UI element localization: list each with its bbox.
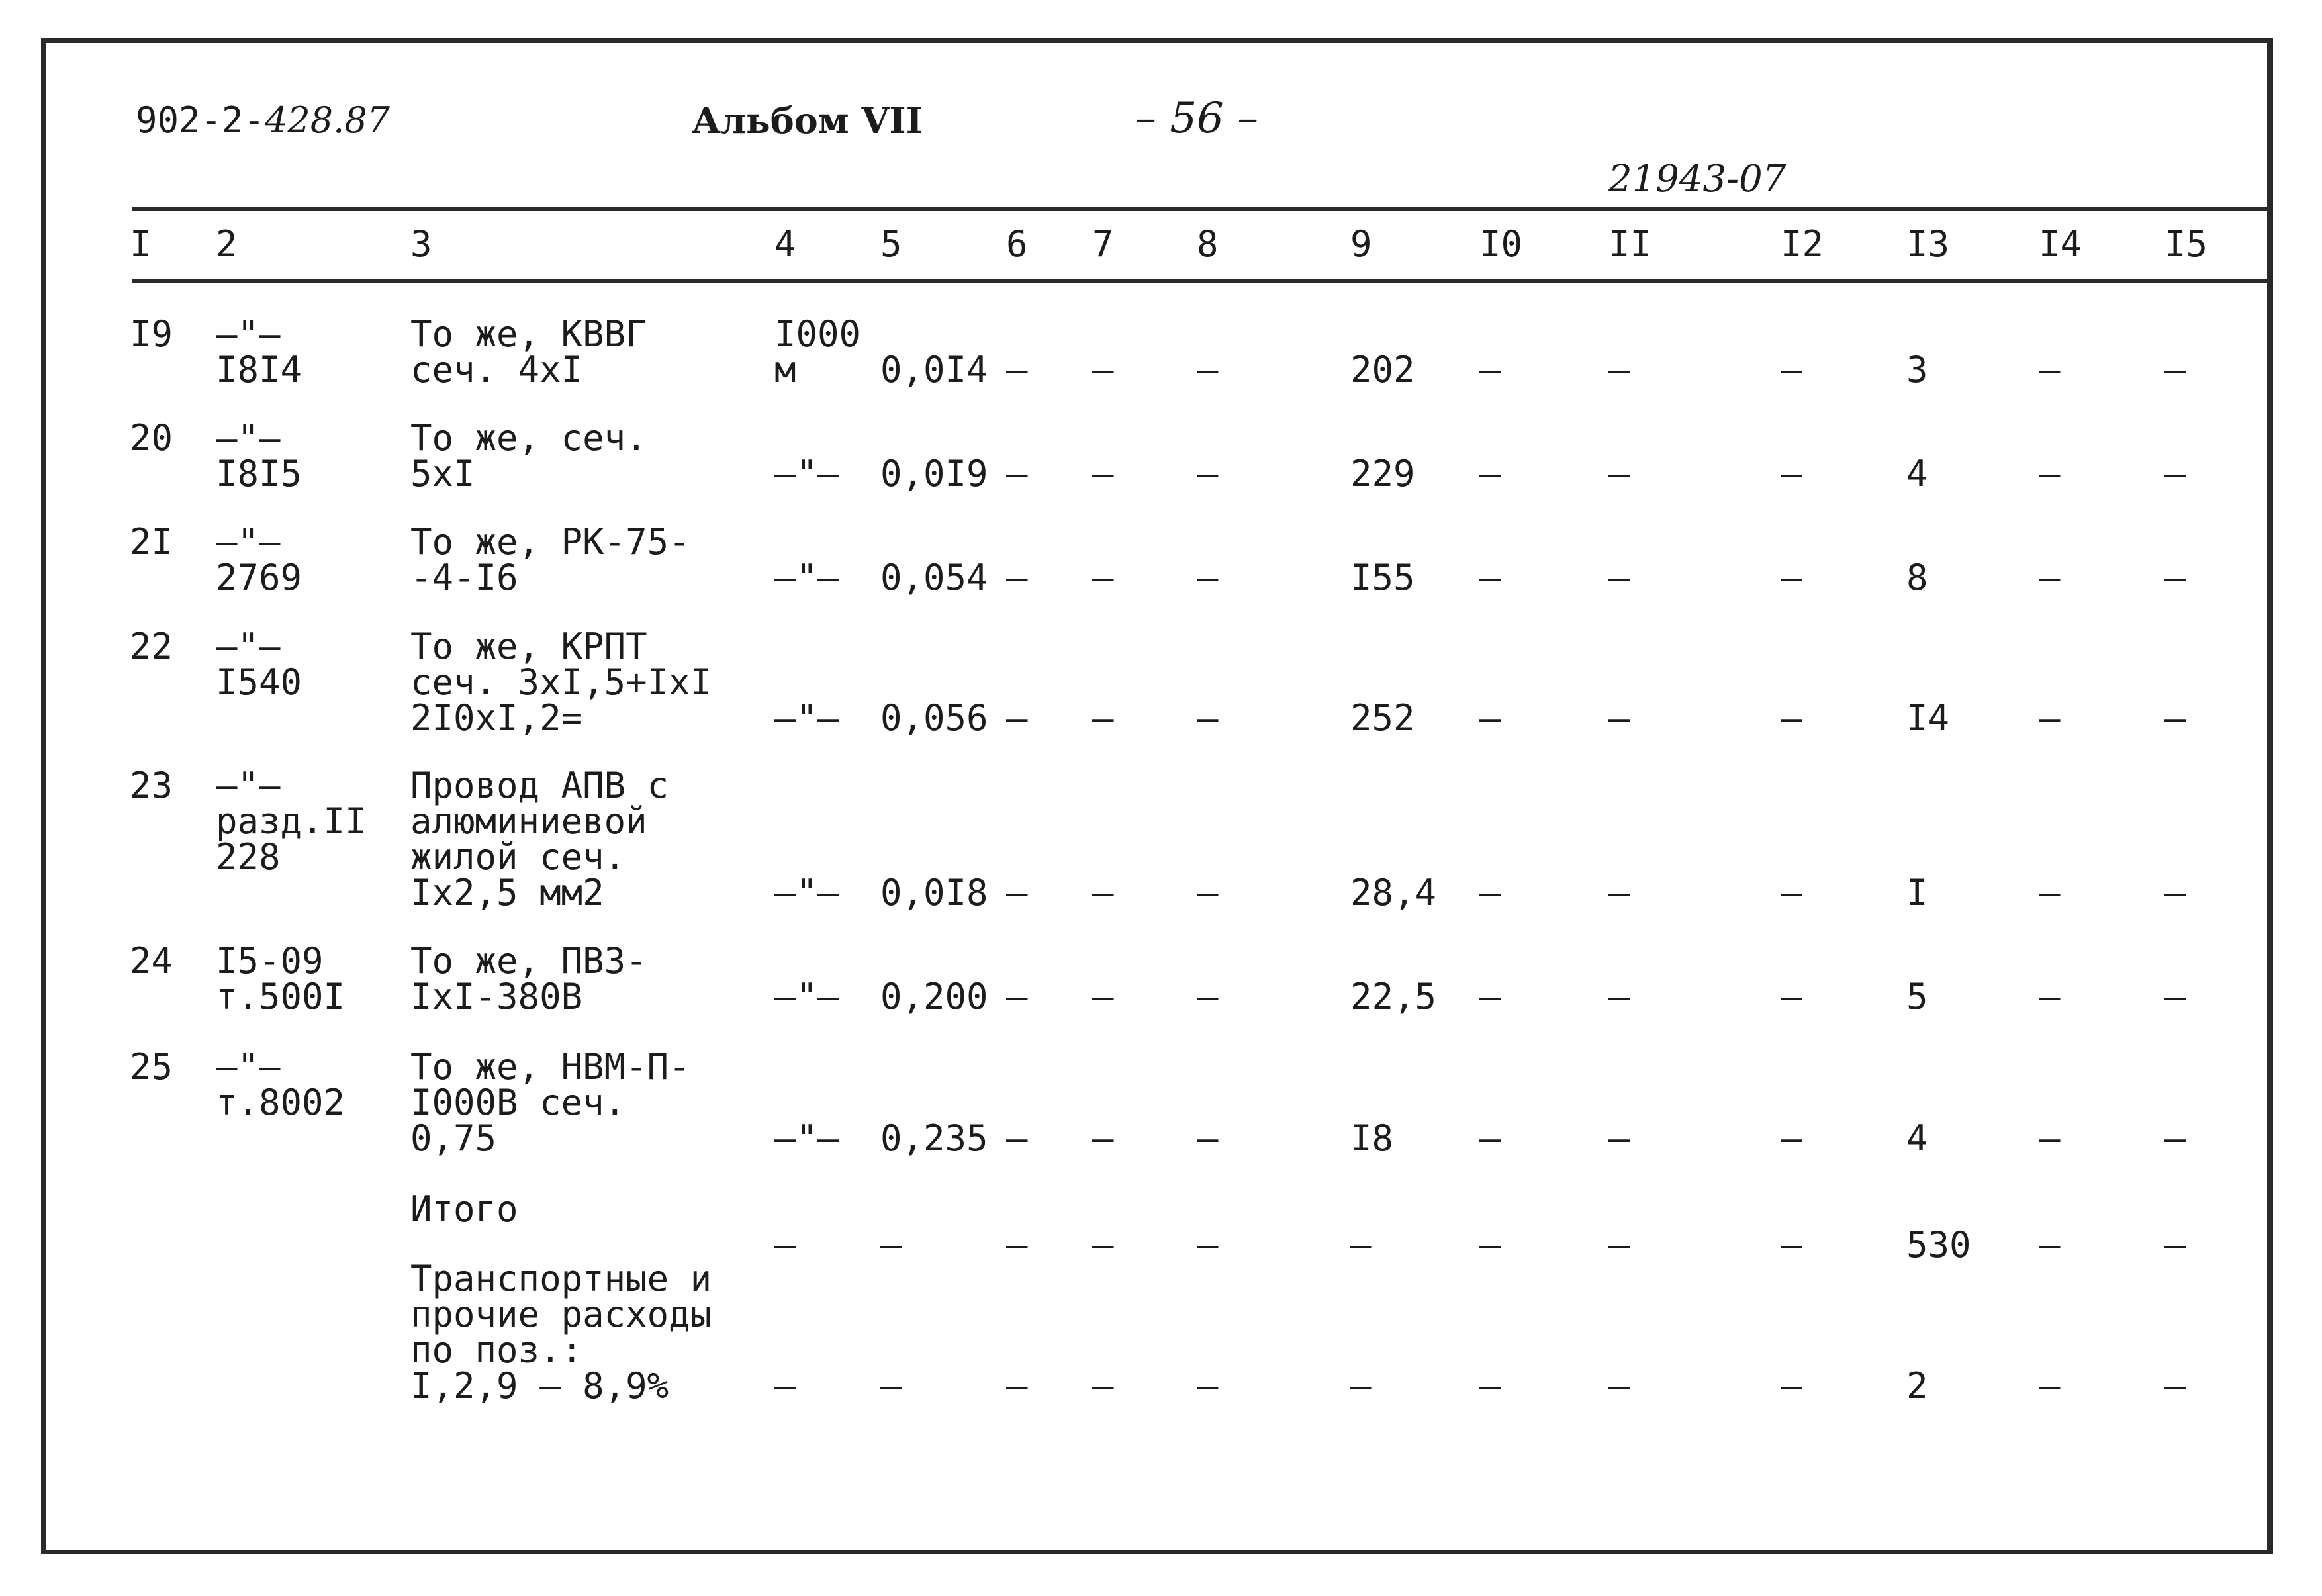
- cell-col-12: –: [1781, 976, 1802, 1017]
- cell-col-2: –"– I8I5: [216, 417, 302, 494]
- cell-col-13: 3: [1906, 349, 1928, 391]
- cell-col-4: –: [774, 1365, 796, 1407]
- cell-col-15: –: [2164, 1224, 2186, 1266]
- cell-col-14: –: [2039, 557, 2061, 598]
- cell-col-9: –: [1350, 1365, 1372, 1407]
- cell-col-12: –: [1781, 1117, 1802, 1159]
- cell-col-8: –: [1197, 872, 1219, 914]
- cell-col-3: Итого: [410, 1188, 518, 1230]
- cell-col-2: –"– 2769: [216, 521, 302, 598]
- cell-col-3: То же, КРПТ сеч. 3хI,5+IхI 2I0хI,2=: [410, 626, 712, 739]
- column-number-6: 6: [1006, 223, 1028, 265]
- cell-col-8: –: [1197, 1224, 1219, 1266]
- cell-col-13: 5: [1906, 976, 1928, 1017]
- cell-col-7: –: [1092, 349, 1114, 391]
- cell-col-9: 229: [1350, 453, 1415, 494]
- cell-col-11: –: [1608, 976, 1630, 1017]
- header-rule-top: [132, 207, 2273, 211]
- column-number-10: I0: [1479, 223, 1523, 265]
- cell-col-8: –: [1197, 557, 1219, 598]
- cell-col-14: –: [2039, 1117, 2061, 1159]
- album-label: Альбом VII: [692, 99, 923, 142]
- cell-col-11: –: [1608, 557, 1630, 598]
- cell-col-6: –: [1006, 557, 1028, 598]
- cell-col-15: –: [2164, 697, 2186, 739]
- cell-col-13: 2: [1906, 1365, 1928, 1407]
- cell-col-5: 0,200: [880, 976, 988, 1017]
- cell-col-15: –: [2164, 1365, 2186, 1407]
- cell-col-15: –: [2164, 976, 2186, 1017]
- cell-col-13: 4: [1906, 1117, 1928, 1159]
- cell-col-15: –: [2164, 349, 2186, 391]
- column-number-14: I4: [2039, 223, 2082, 265]
- cell-col-13: I4: [1906, 697, 1950, 739]
- header-rule-bottom: [132, 279, 2273, 283]
- cell-col-8: –: [1197, 1365, 1219, 1407]
- cell-col-6: –: [1006, 976, 1028, 1017]
- cell-col-1: I9: [130, 313, 173, 355]
- cell-col-14: –: [2039, 872, 2061, 914]
- cell-col-15: –: [2164, 453, 2186, 494]
- cell-col-6: –: [1006, 1365, 1028, 1407]
- cell-col-8: –: [1197, 976, 1219, 1017]
- cell-col-10: –: [1479, 557, 1501, 598]
- cell-col-1: 25: [130, 1046, 173, 1088]
- cell-col-7: –: [1092, 1224, 1114, 1266]
- cell-col-2: –"– I540: [216, 626, 302, 703]
- cell-col-13: 4: [1906, 453, 1928, 494]
- cell-col-11: –: [1608, 1117, 1630, 1159]
- cell-col-14: –: [2039, 453, 2061, 494]
- cell-col-2: –"– I8I4: [216, 313, 302, 391]
- cell-col-10: –: [1479, 976, 1501, 1017]
- cell-col-13: 530: [1906, 1224, 1971, 1266]
- cell-col-13: I: [1906, 872, 1928, 914]
- cell-col-15: –: [2164, 1117, 2186, 1159]
- document-code: [136, 99, 390, 141]
- cell-col-8: –: [1197, 453, 1219, 494]
- cell-col-14: –: [2039, 697, 2061, 739]
- cell-col-2: –"– разд.II 228: [216, 765, 367, 878]
- cell-col-15: –: [2164, 557, 2186, 598]
- column-number-4: 4: [774, 223, 796, 265]
- cell-col-5: –: [880, 1365, 902, 1407]
- cell-col-12: –: [1781, 1224, 1802, 1266]
- column-number-5: 5: [880, 223, 902, 265]
- cell-col-10: –: [1479, 1224, 1501, 1266]
- cell-col-8: –: [1197, 697, 1219, 739]
- cell-col-14: –: [2039, 1365, 2061, 1407]
- cell-col-9: I55: [1350, 557, 1415, 598]
- cell-col-6: –: [1006, 1117, 1028, 1159]
- cell-col-6: –: [1006, 1224, 1028, 1266]
- cell-col-1: 24: [130, 940, 173, 982]
- cell-col-11: –: [1608, 1365, 1630, 1407]
- cell-col-15: –: [2164, 872, 2186, 914]
- cell-col-4: –"–: [774, 1117, 839, 1159]
- cell-col-14: –: [2039, 976, 2061, 1017]
- cell-col-1: 22: [130, 626, 173, 667]
- cell-col-7: –: [1092, 1117, 1114, 1159]
- cell-col-7: –: [1092, 1365, 1114, 1407]
- cell-col-7: –: [1092, 872, 1114, 914]
- cell-col-6: –: [1006, 349, 1028, 391]
- cell-col-12: –: [1781, 557, 1802, 598]
- column-number-2: 2: [216, 223, 238, 265]
- cell-col-5: 0,0I9: [880, 453, 988, 494]
- cell-col-4: –: [774, 1224, 796, 1266]
- cell-col-14: –: [2039, 349, 2061, 391]
- cell-col-3: То же, РК-75- -4-I6: [410, 521, 690, 598]
- cell-col-9: 202: [1350, 349, 1415, 391]
- cell-col-11: –: [1608, 453, 1630, 494]
- cell-col-4: –"–: [774, 453, 839, 494]
- cell-col-1: 2I: [130, 521, 173, 563]
- cell-col-12: –: [1781, 1365, 1802, 1407]
- cell-col-5: 0,0I8: [880, 872, 988, 914]
- cell-col-9: 28,4: [1350, 872, 1437, 914]
- cell-col-9: 22,5: [1350, 976, 1437, 1017]
- cell-col-9: 252: [1350, 697, 1415, 739]
- cell-col-7: –: [1092, 557, 1114, 598]
- column-number-11: II: [1608, 223, 1652, 265]
- cell-col-7: –: [1092, 697, 1114, 739]
- column-number-3: 3: [410, 223, 432, 265]
- column-number-9: 9: [1350, 223, 1372, 265]
- column-number-15: I5: [2164, 223, 2208, 265]
- document-code-handwritten: 428.87: [265, 99, 391, 141]
- cell-col-9: –: [1350, 1224, 1372, 1266]
- cell-col-9: I8: [1350, 1117, 1394, 1159]
- cell-col-10: –: [1479, 349, 1501, 391]
- cell-col-3: То же, КВВГ сеч. 4хI: [410, 313, 647, 391]
- cell-col-12: –: [1781, 697, 1802, 739]
- cell-col-7: –: [1092, 453, 1114, 494]
- cell-col-6: –: [1006, 453, 1028, 494]
- cell-col-5: 0,0I4: [880, 349, 988, 391]
- document-code-printed: 902-2-: [136, 99, 265, 141]
- cell-col-3: То же, сеч. 5хI: [410, 417, 647, 494]
- column-number-7: 7: [1092, 223, 1114, 265]
- cell-col-3: То же, ПВЗ- IхI-380В: [410, 940, 647, 1017]
- cell-col-7: –: [1092, 976, 1114, 1017]
- cell-col-3: То же, НВМ-П- I000В сеч. 0,75: [410, 1046, 690, 1159]
- cell-col-2: –"– т.8002: [216, 1046, 346, 1123]
- order-number: 21943-07: [1608, 158, 1787, 201]
- cell-col-10: –: [1479, 697, 1501, 739]
- cell-col-5: –: [880, 1224, 902, 1266]
- cell-col-11: –: [1608, 349, 1630, 391]
- cell-col-1: 23: [130, 765, 173, 806]
- cell-col-4: –"–: [774, 976, 839, 1017]
- column-number-13: I3: [1906, 223, 1950, 265]
- cell-col-12: –: [1781, 453, 1802, 494]
- cell-col-1: 20: [130, 417, 173, 459]
- cell-col-11: –: [1608, 1224, 1630, 1266]
- cell-col-8: –: [1197, 1117, 1219, 1159]
- cell-col-11: –: [1608, 872, 1630, 914]
- column-number-1: I: [130, 223, 152, 265]
- cell-col-5: 0,235: [880, 1117, 988, 1159]
- cell-col-12: –: [1781, 349, 1802, 391]
- cell-col-10: –: [1479, 453, 1501, 494]
- cell-col-4: –"–: [774, 557, 839, 598]
- cell-col-10: –: [1479, 1365, 1501, 1407]
- cell-col-13: 8: [1906, 557, 1928, 598]
- cell-col-4: I000 м: [774, 313, 861, 391]
- cell-col-3: Провод АПВ с алюминиевой жилой сеч. Iх2,5 мм2: [410, 765, 669, 914]
- cell-col-14: –: [2039, 1224, 2061, 1266]
- cell-col-11: –: [1608, 697, 1630, 739]
- cell-col-10: –: [1479, 872, 1501, 914]
- cell-col-8: –: [1197, 349, 1219, 391]
- cell-col-4: –"–: [774, 697, 839, 739]
- cell-col-12: –: [1781, 872, 1802, 914]
- page-frame: [41, 38, 2273, 1554]
- cell-col-2: I5-09 т.500I: [216, 940, 346, 1017]
- cell-col-10: –: [1479, 1117, 1501, 1159]
- page-number: – 56 –: [1135, 94, 1259, 143]
- cell-col-3: Транспортные и прочие расходы по поз.: I,2,9 – 8,9%: [410, 1258, 712, 1407]
- cell-col-5: 0,056: [880, 697, 988, 739]
- cell-col-6: –: [1006, 697, 1028, 739]
- column-number-8: 8: [1197, 223, 1219, 265]
- cell-col-6: –: [1006, 872, 1028, 914]
- cell-col-4: –"–: [774, 872, 839, 914]
- cell-col-5: 0,054: [880, 557, 988, 598]
- column-number-12: I2: [1781, 223, 1824, 265]
